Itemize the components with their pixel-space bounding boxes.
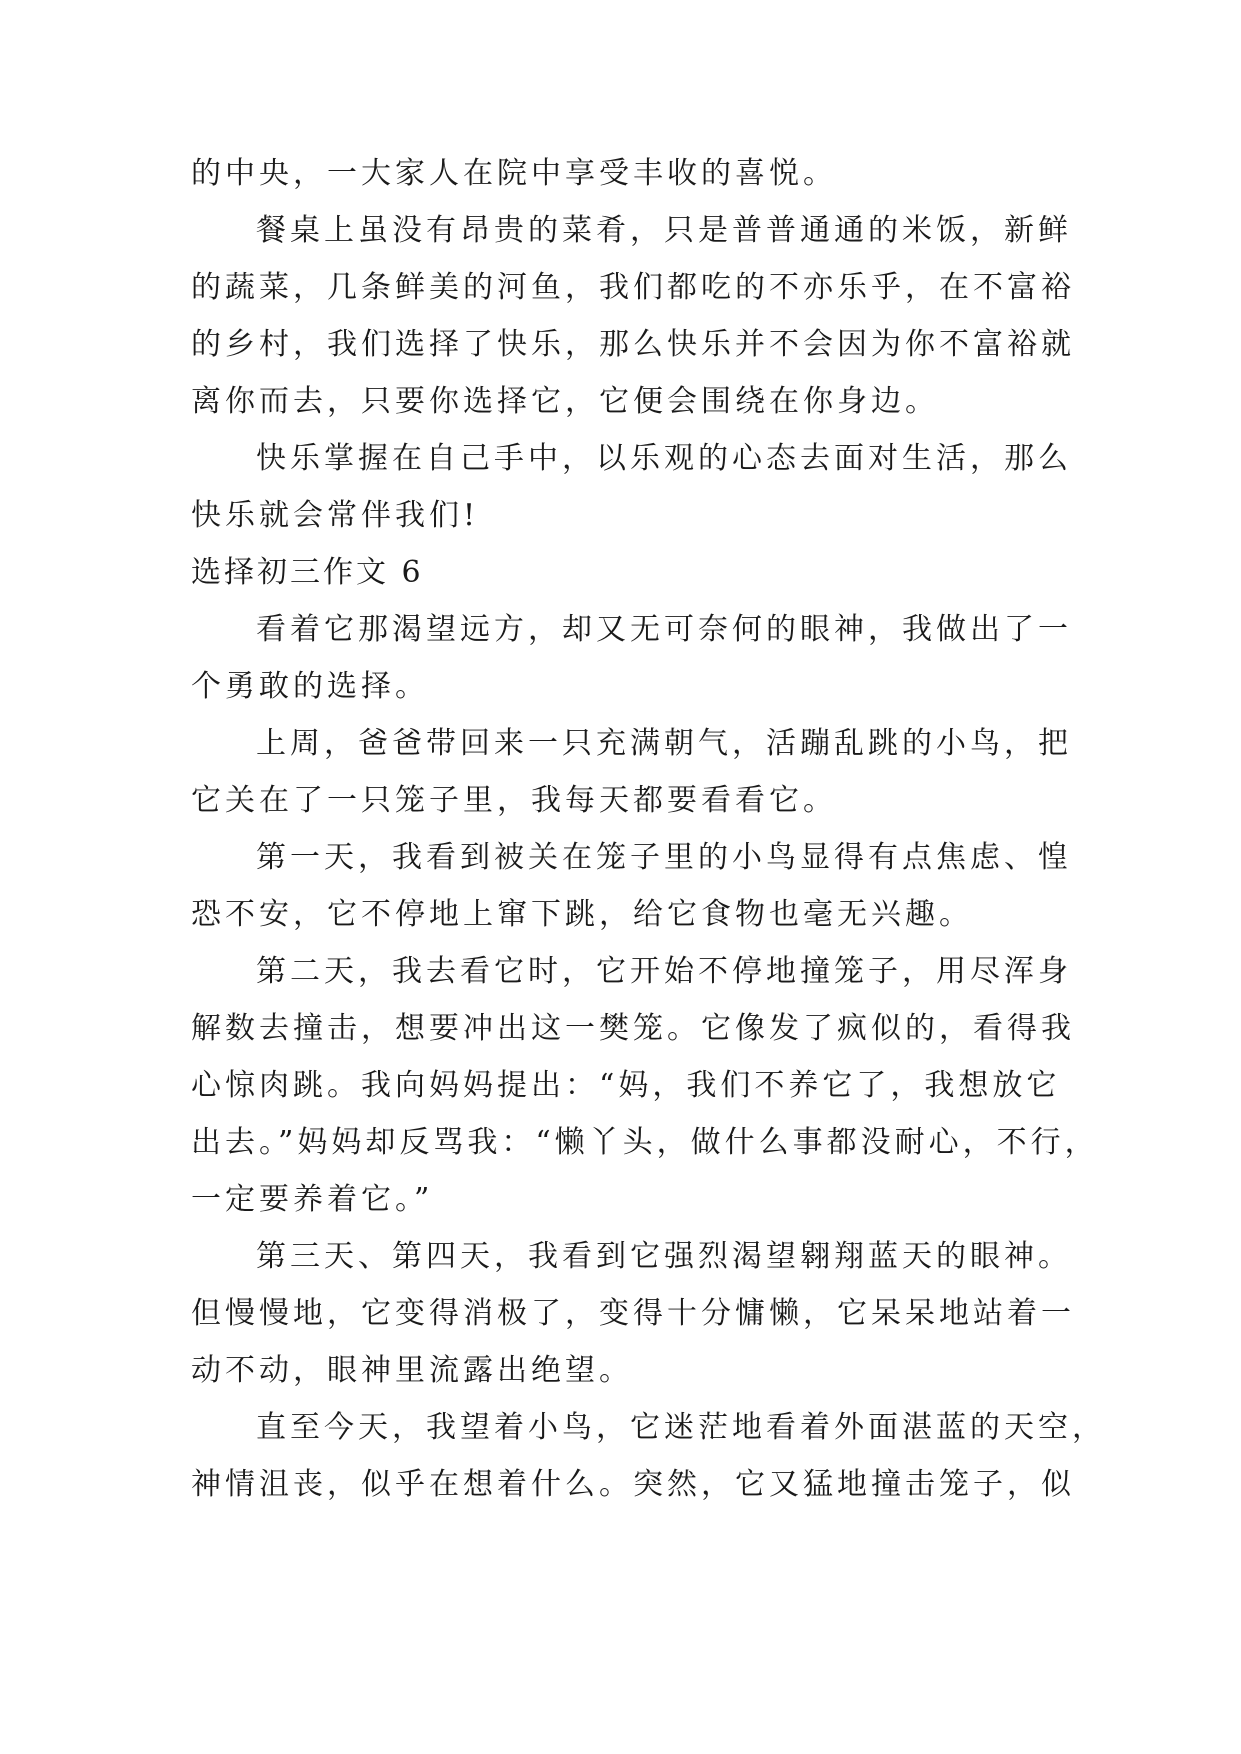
text-line: 恐不安，它不停地上窜下跳，给它食物也毫无兴趣。 [191,897,973,932]
text-line: 的中央，一大家人在院中享受丰收的喜悦。 [191,156,837,191]
section-heading: 选择初三作文 6 [191,555,424,590]
text-line: 离你而去，只要你选择它，它便会围绕在你身边。 [191,384,939,419]
text-line: 解数去撞击，想要冲出这一樊笼。它像发了疯似的，看得我 [191,1011,1075,1046]
text-line: 一定要养着它。” [191,1182,434,1217]
text-line: 直至今天，我望着小鸟，它迷茫地看着外面湛蓝的天空， [256,1410,1106,1445]
text-line: 上周，爸爸带回来一只充满朝气，活蹦乱跳的小鸟，把 [256,726,1072,761]
text-line: 动不动，眼神里流露出绝望。 [191,1353,633,1388]
text-line: 第一天，我看到被关在笼子里的小鸟显得有点焦虑、惶 [256,840,1072,875]
text-line: 的乡村，我们选择了快乐，那么快乐并不会因为你不富裕就 [191,327,1075,362]
text-line: 的蔬菜，几条鲜美的河鱼，我们都吃的不亦乐乎，在不富裕 [191,270,1075,305]
text-line: 第三天、第四天，我看到它强烈渴望翱翔蓝天的眼神。 [256,1239,1072,1274]
text-line: 个勇敢的选择。 [191,669,429,704]
text-line: 餐桌上虽没有昂贵的菜肴，只是普普通通的米饭，新鲜 [256,213,1072,248]
text-line: 心惊肉跳。我向妈妈提出：“妈，我们不养它了，我想放它 [191,1068,1061,1103]
text-line: 但慢慢地，它变得消极了，变得十分慵懒，它呆呆地站着一 [191,1296,1075,1331]
text-line: 它关在了一只笼子里，我每天都要看看它。 [191,783,837,818]
text-line: 快乐就会常伴我们! [191,498,480,533]
text-line: 第二天，我去看它时，它开始不停地撞笼子，用尽浑身 [256,954,1072,989]
text-line: 快乐掌握在自己手中，以乐观的心态去面对生活，那么 [256,441,1072,476]
text-line: 出去。”妈妈却反骂我：“懒丫头，做什么事都没耐心，不行， [191,1125,1099,1160]
text-line: 神情沮丧，似乎在想着什么。突然，它又猛地撞击笼子，似 [191,1467,1075,1502]
text-line: 看着它那渴望远方，却又无可奈何的眼神，我做出了一 [256,612,1072,647]
